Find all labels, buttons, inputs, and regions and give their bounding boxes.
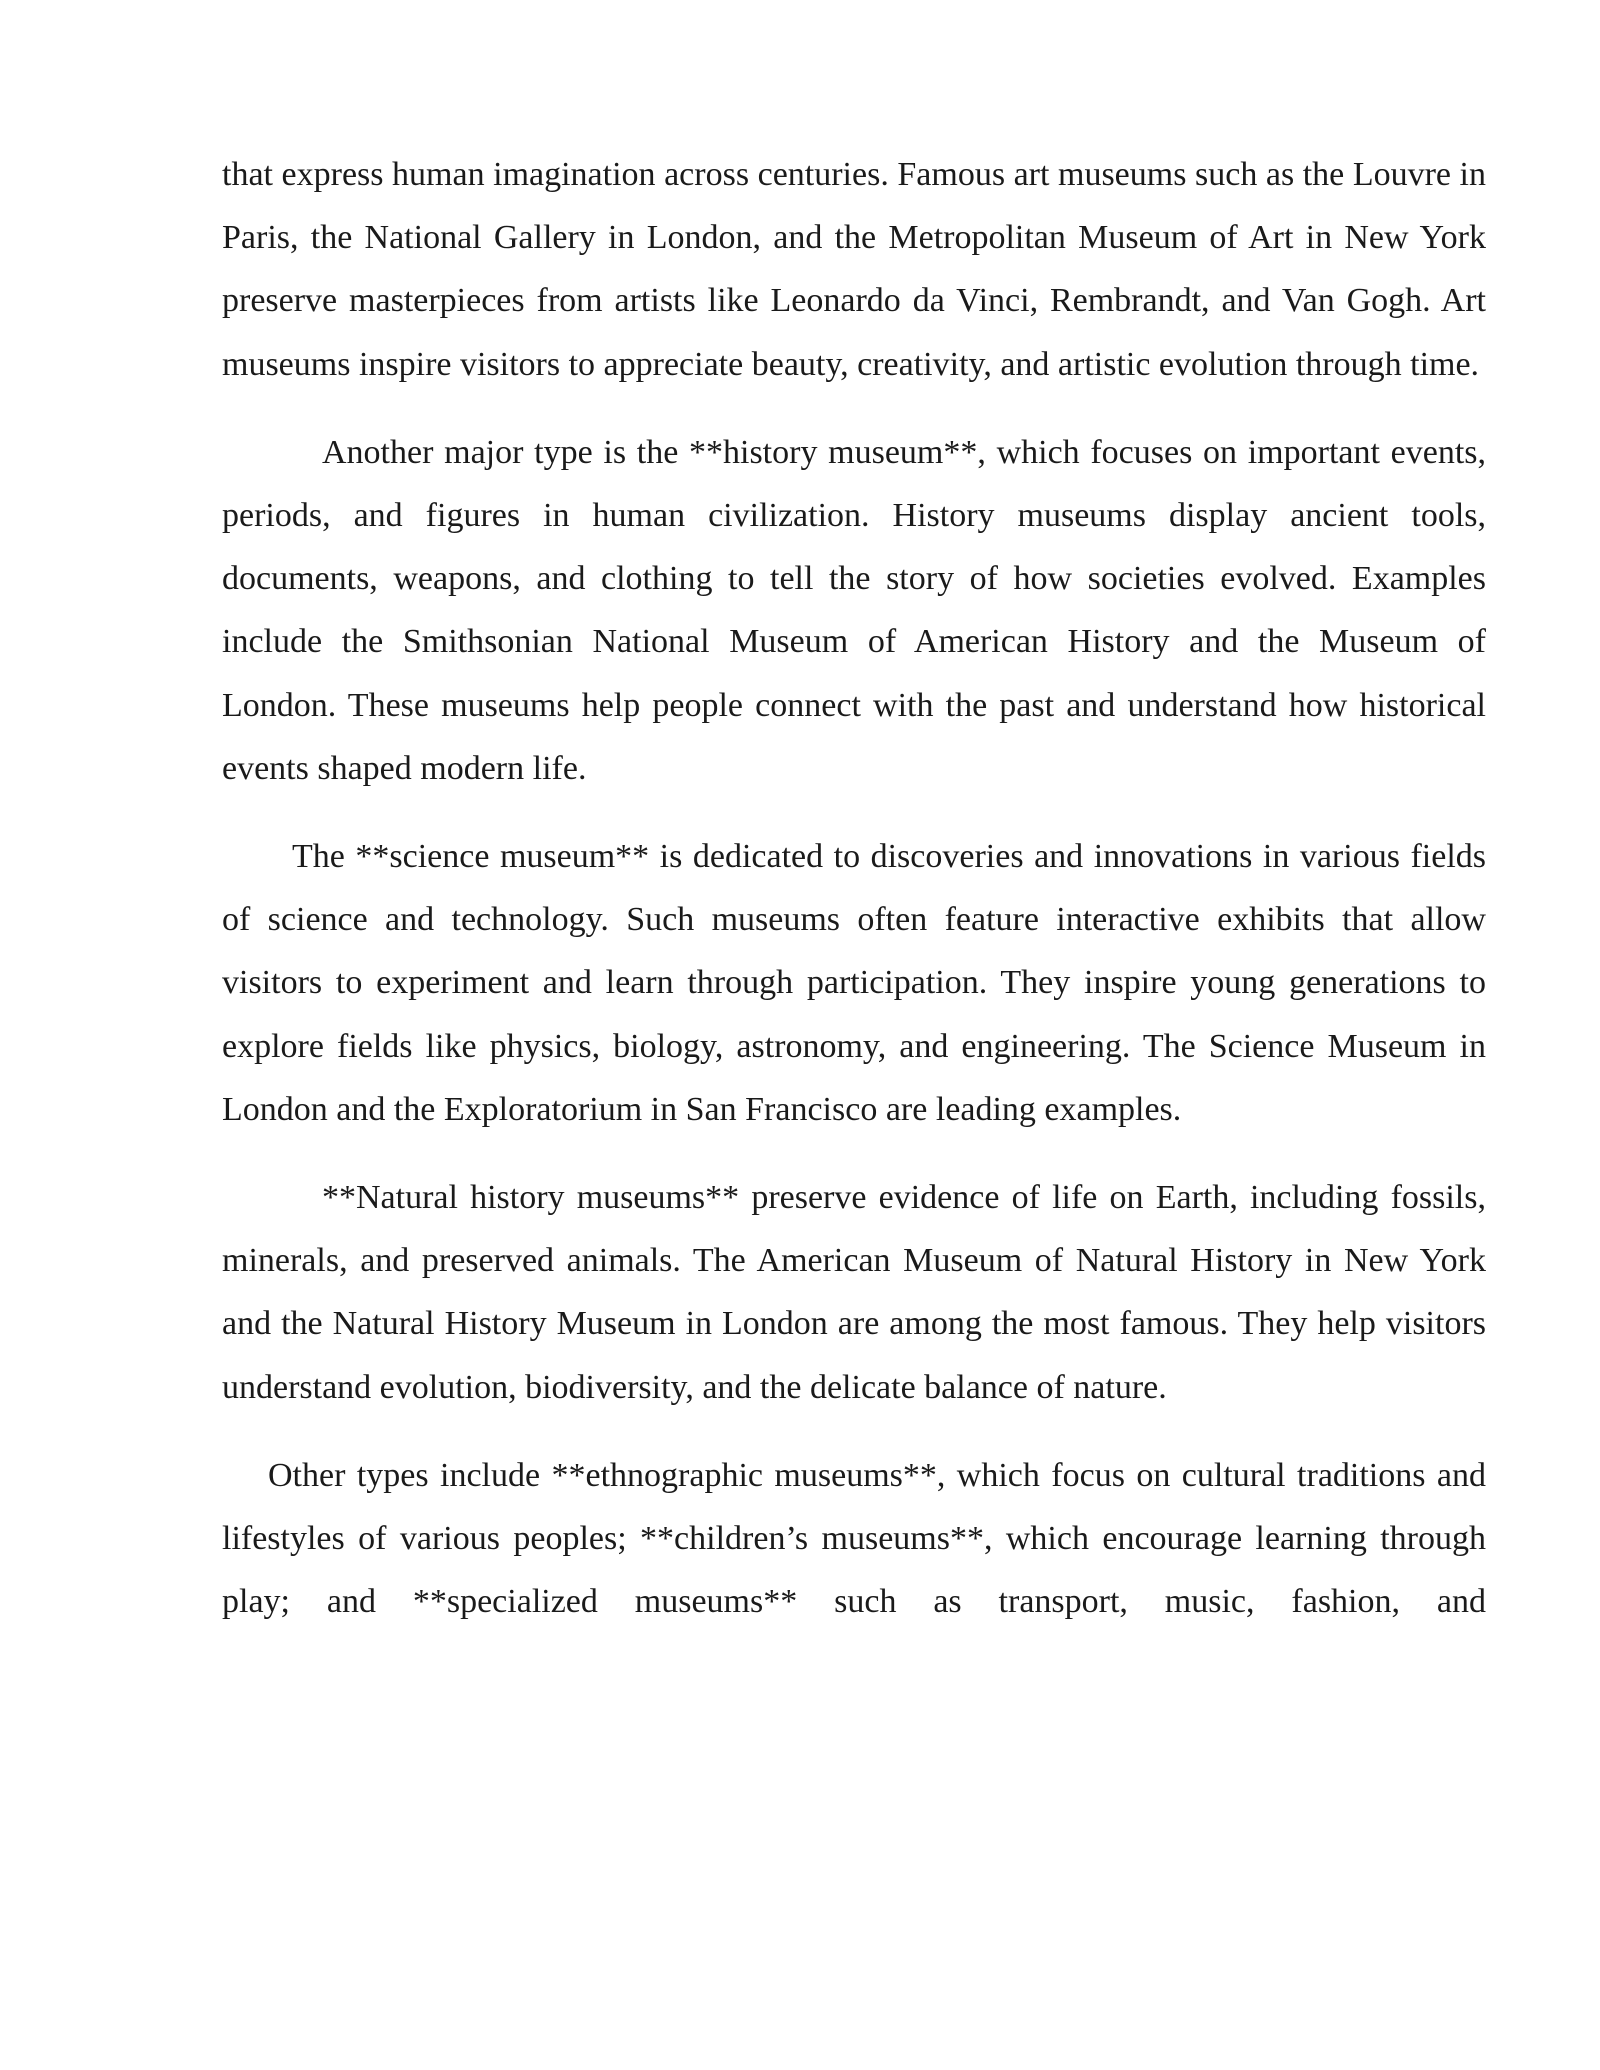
paragraph-natural-history-museums: **Natural history museums** preserve evidence of life on Earth, including fossils, minerals, and preserved animals. The American Museum of Natural History in New York and the Natural History Museum in London are among the most famous. They help visitors understand evolution, biodiversity, and the delicate balance of nature. — [222, 1179, 1486, 1406]
paragraph-history-museum: Another major type is the **history museum**, which focuses on important events, periods, and figures in human civilization. History museums display ancient tools, documents, weapons, and clothing to tell the story of how societies evolved. Examples include the Smithsonian National Museum of American History and the Museum of London. These museums help people connect with the past and understand how historical events shaped modern life. — [222, 433, 1486, 787]
paragraph-art-museums-continued: that express human imagination across centuries. Famous art museums such as the Louvre in Paris, the National Gallery in London, and the Metropolitan Museum of Art in New York preserve masterpieces from artists like Leonardo da Vinci, Rembrandt, and Van Gogh. Art museums inspire visitors to appreciate beauty, creativity, and artistic evolution through time. — [222, 156, 1486, 383]
paragraph-science-museum: The **science museum** is dedicated to discoveries and innovations in various fields of science and technology. Such museums often feature interactive exhibits that allow visitors to experiment and learn through participation. They inspire young generations to explore fields like physics, biology, astronomy, and engineering. The Science Museum in London and the Exploratorium in San Francisco are leading examples. — [222, 838, 1486, 1128]
paragraph-other-museum-types: Other types include **ethnographic museums**, which focus on cultural traditions and lifestyles of various peoples; **children’s museums**, which encourage learning through play; and **specialized museums** such as transport, music, fashion, and — [222, 1456, 1486, 1621]
document-page — [222, 143, 1486, 1658]
